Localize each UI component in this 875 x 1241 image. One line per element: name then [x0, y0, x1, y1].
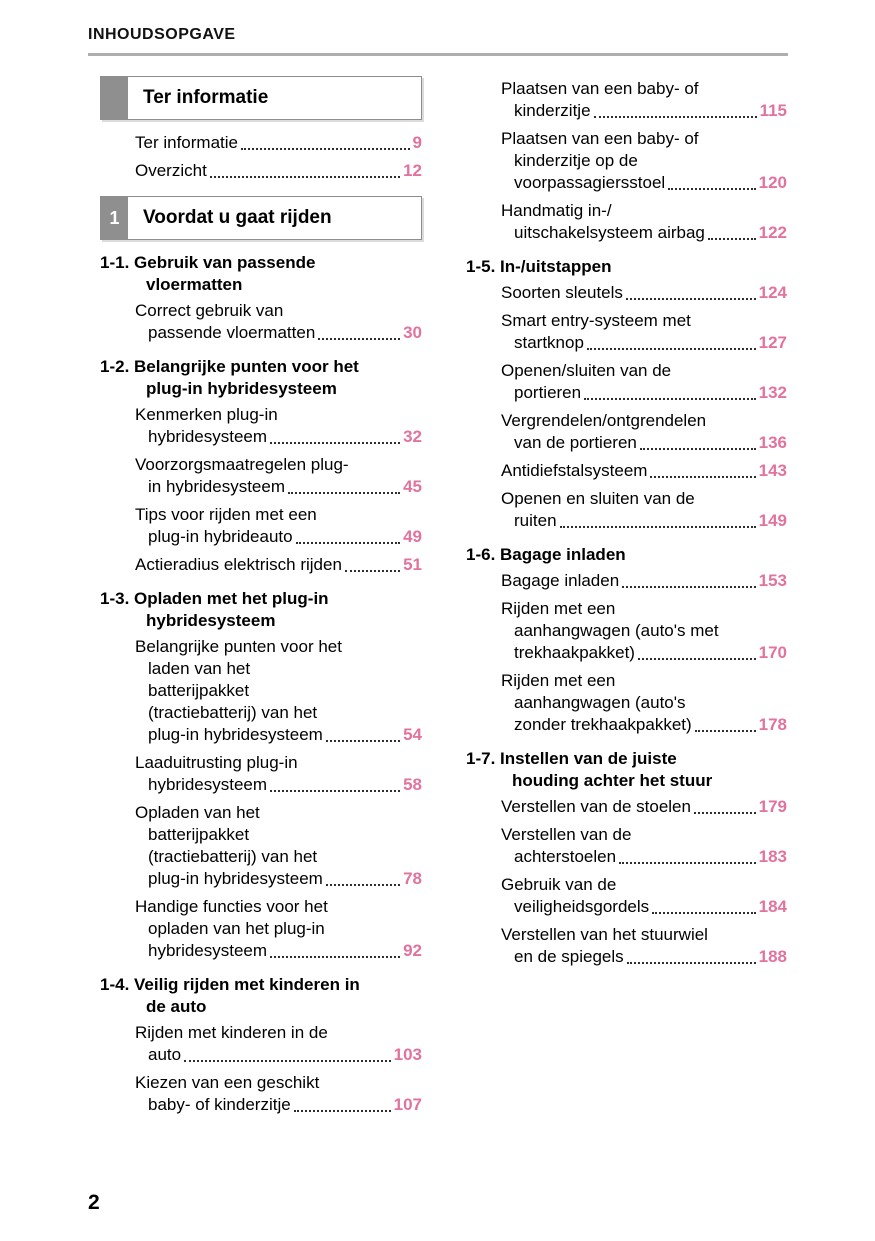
- entry-line: Gebruik van de: [501, 875, 617, 894]
- entry-line: Openen/sluiten van de: [501, 361, 672, 380]
- dot-leader: [695, 730, 756, 732]
- entry-line: aanhangwagen (auto's: [514, 693, 686, 712]
- toc-entry: [100, 454, 422, 498]
- entry-text: trekhaakpakket): [514, 643, 635, 662]
- dot-leader: [626, 298, 756, 300]
- dot-leader: [638, 658, 756, 660]
- entry-page-number: 132: [758, 383, 787, 402]
- entry-text: van de portieren: [514, 433, 637, 452]
- dot-leader: [326, 740, 400, 742]
- dot-leader: [652, 912, 755, 914]
- entry-page-number: 32: [403, 427, 422, 446]
- entry-text: Actieradius elektrisch rijden: [135, 555, 342, 574]
- toc-entry: [466, 924, 787, 968]
- entry-line: [135, 160, 422, 182]
- entry-text: Overzicht: [135, 161, 207, 180]
- toc-section-heading: [466, 544, 787, 566]
- dot-leader: [650, 476, 755, 478]
- entry-page-number: 183: [758, 847, 787, 866]
- entry-text: startknop: [514, 333, 584, 352]
- toc-entry: [100, 554, 422, 576]
- dot-leader: [619, 862, 756, 864]
- toc-entry: [466, 824, 787, 868]
- entry-text: plug-in hybrideauto: [148, 527, 293, 546]
- entry-line: Vergrendelen/ontgrendelen: [501, 411, 707, 430]
- entry-page-number: 184: [758, 897, 787, 916]
- entry-text: hybridesysteem: [148, 427, 268, 446]
- entry-line: Verstellen van het stuurwiel: [501, 925, 708, 944]
- entry-line: [501, 796, 787, 818]
- entry-line: batterijpakket: [148, 681, 250, 700]
- entry-line: Belangrijke punten voor het: [135, 637, 342, 656]
- toc-right-column: [466, 76, 787, 1122]
- entry-line: opladen van het plug-in: [148, 919, 325, 938]
- entry-page-number: 92: [403, 941, 422, 960]
- dot-leader: [241, 148, 410, 150]
- dot-leader: [288, 492, 400, 494]
- entry-line: Plaatsen van een baby- of: [501, 79, 699, 98]
- dot-leader: [622, 586, 755, 588]
- dot-leader: [210, 176, 400, 178]
- entry-text: ruiten: [514, 511, 557, 530]
- entry-page-number: 54: [403, 725, 422, 744]
- entry-page-number: 107: [393, 1095, 422, 1114]
- dot-leader: [594, 116, 757, 118]
- entry-line: Smart entry-systeem met: [501, 311, 691, 330]
- toc-entry: [466, 874, 787, 918]
- entry-text: achterstoelen: [514, 847, 617, 866]
- entry-text: en de spiegels: [514, 947, 624, 966]
- dot-leader: [294, 1110, 391, 1112]
- toc-entry: [100, 132, 422, 154]
- entry-line: (tractiebatterij) van het: [148, 703, 318, 722]
- entry-page-number: 136: [758, 433, 787, 452]
- heading-line: 1-1. Gebruik van passende: [100, 253, 316, 272]
- entry-page-number: 78: [403, 869, 422, 888]
- heading-line: 1-3. Opladen met het plug-in: [100, 589, 329, 608]
- dot-leader: [668, 188, 755, 190]
- entry-page-number: 103: [393, 1045, 422, 1064]
- toc-entry: [100, 1072, 422, 1116]
- page-header: [0, 0, 875, 56]
- toc-entry: [466, 570, 787, 592]
- entry-page-number: 115: [759, 101, 787, 120]
- dot-leader: [326, 884, 400, 886]
- entry-text: Soorten sleutels: [501, 283, 623, 302]
- dot-leader: [270, 442, 400, 444]
- dot-leader: [694, 812, 756, 814]
- section-number-badge: 1: [101, 197, 128, 239]
- entry-line: [135, 1094, 422, 1116]
- heading-line: plug-in hybridesysteem: [146, 379, 337, 398]
- entry-line: Kiezen van een geschikt: [135, 1073, 320, 1092]
- entry-line: [501, 460, 787, 482]
- entry-text: hybridesysteem: [148, 941, 268, 960]
- entry-line: [501, 642, 787, 664]
- entry-line: [501, 846, 787, 868]
- toc-section-heading: [100, 588, 422, 632]
- entry-line: Handmatig in-/: [501, 201, 612, 220]
- toc-entry: [100, 636, 422, 746]
- toc-entry: [466, 282, 787, 304]
- toc-entry: [466, 670, 787, 736]
- section-title: Ter informatie: [143, 87, 269, 108]
- entry-page-number: 188: [758, 947, 787, 966]
- entry-line: Laaduitrusting plug-in: [135, 753, 298, 772]
- entry-text: passende vloermatten: [148, 323, 316, 342]
- entry-line: [135, 554, 422, 576]
- dot-leader: [584, 398, 756, 400]
- entry-line: Openen en sluiten van de: [501, 489, 695, 508]
- entry-line: [135, 774, 422, 796]
- entry-line: Plaatsen van een baby- of: [501, 129, 699, 148]
- entry-text: plug-in hybridesysteem: [148, 725, 323, 744]
- entry-line: [135, 868, 422, 890]
- toc-entry: [466, 310, 787, 354]
- entry-text: in hybridesysteem: [148, 477, 286, 496]
- toc-entry: [100, 404, 422, 448]
- toc-section-heading: [100, 974, 422, 1018]
- entry-line: Verstellen van de: [501, 825, 632, 844]
- entry-page-number: 178: [758, 715, 787, 734]
- entry-line: [501, 510, 787, 532]
- entry-line: Voorzorgsmaatregelen plug-: [135, 455, 349, 474]
- entry-page-number: 170: [758, 643, 787, 662]
- toc-entry: [466, 360, 787, 404]
- toc-entry: [466, 488, 787, 532]
- entry-line: Rijden met een: [501, 599, 616, 618]
- heading-line: 1-4. Veilig rijden met kinderen in: [100, 975, 360, 994]
- entry-line: [135, 940, 422, 962]
- toc-section-heading: [100, 356, 422, 400]
- entry-text: Verstellen van de stoelen: [501, 797, 691, 816]
- entry-line: Correct gebruik van: [135, 301, 284, 320]
- toc-entry: [100, 160, 422, 182]
- entry-text: voorpassagiersstoel: [514, 173, 666, 192]
- entry-line: batterijpakket: [148, 825, 250, 844]
- toc-section-heading: [466, 748, 787, 792]
- entry-text: Antidiefstalsysteem: [501, 461, 648, 480]
- entry-line: [501, 432, 787, 454]
- entry-line: [135, 476, 422, 498]
- entry-page-number: 58: [403, 775, 422, 794]
- dot-leader: [587, 348, 756, 350]
- entry-line: Kenmerken plug-in: [135, 405, 278, 424]
- page-header-title: INHOUDSOPGAVE: [88, 26, 236, 43]
- toc-entry: [466, 460, 787, 482]
- dot-leader: [270, 956, 400, 958]
- entry-page-number: 30: [403, 323, 422, 342]
- table-of-contents: [0, 56, 875, 1122]
- entry-text: portieren: [514, 383, 582, 402]
- entry-line: kinderzitje op de: [514, 151, 638, 170]
- entry-line: [501, 714, 787, 736]
- entry-line: [501, 946, 787, 968]
- toc-section-heading: [466, 256, 787, 278]
- entry-line: [501, 100, 787, 122]
- entry-text: plug-in hybridesysteem: [148, 869, 323, 888]
- entry-line: [135, 724, 422, 746]
- entry-page-number: 179: [758, 797, 787, 816]
- dot-leader: [560, 526, 756, 528]
- entry-line: Handige functies voor het: [135, 897, 328, 916]
- dot-leader: [270, 790, 400, 792]
- entry-text: zonder trekhaakpakket): [514, 715, 692, 734]
- entry-line: [135, 132, 422, 154]
- entry-line: [135, 426, 422, 448]
- section-title: Voordat u gaat rijden: [143, 207, 332, 228]
- entry-text: baby- of kinderzitje: [148, 1095, 291, 1114]
- entry-line: [135, 1044, 422, 1066]
- entry-text: Ter informatie: [135, 133, 238, 152]
- entry-page-number: 153: [758, 571, 787, 590]
- entry-line: aanhangwagen (auto's met: [514, 621, 719, 640]
- dot-leader: [296, 542, 400, 544]
- heading-line: hybridesysteem: [146, 611, 276, 630]
- entry-line: [501, 222, 787, 244]
- heading-line: 1-7. Instellen van de juiste: [466, 749, 677, 768]
- entry-page-number: 143: [758, 461, 787, 480]
- entry-text: auto: [148, 1045, 182, 1064]
- heading-line: 1-5. In-/uitstappen: [466, 257, 612, 276]
- heading-line: de auto: [146, 997, 207, 1016]
- entry-line: [501, 172, 787, 194]
- dot-leader: [708, 238, 756, 240]
- entry-text: hybridesysteem: [148, 775, 268, 794]
- toc-entry: [466, 78, 787, 122]
- entry-page-number: 124: [758, 283, 787, 302]
- toc-entry: [100, 802, 422, 890]
- dot-leader: [184, 1060, 391, 1062]
- section-number-badge: [101, 77, 128, 119]
- entry-page-number: 122: [758, 223, 787, 242]
- section-box: [100, 76, 422, 120]
- toc-entry: [466, 410, 787, 454]
- entry-line: laden van het: [148, 659, 251, 678]
- entry-line: [501, 896, 787, 918]
- heading-line: 1-2. Belangrijke punten voor het: [100, 357, 359, 376]
- toc-section-heading: [100, 252, 422, 296]
- dot-leader: [627, 962, 756, 964]
- toc-entry: [100, 1022, 422, 1066]
- entry-line: [135, 322, 422, 344]
- heading-line: vloermatten: [146, 275, 243, 294]
- entry-line: Tips voor rijden met een: [135, 505, 317, 524]
- footer-page-number: 2: [88, 1191, 100, 1214]
- toc-entry: [466, 200, 787, 244]
- entry-page-number: 51: [403, 555, 422, 574]
- toc-entry: [466, 796, 787, 818]
- entry-text: kinderzitje: [514, 101, 591, 120]
- toc-left-column: [100, 76, 422, 1122]
- entry-text: uitschakelsysteem airbag: [514, 223, 705, 242]
- entry-line: Opladen van het: [135, 803, 260, 822]
- entry-page-number: 9: [412, 133, 422, 152]
- entry-line: [501, 382, 787, 404]
- entry-page-number: 45: [403, 477, 422, 496]
- entry-text: veiligheidsgordels: [514, 897, 650, 916]
- heading-line: 1-6. Bagage inladen: [466, 545, 626, 564]
- entry-line: [501, 282, 787, 304]
- entry-line: Rijden met kinderen in de: [135, 1023, 328, 1042]
- entry-line: (tractiebatterij) van het: [148, 847, 318, 866]
- toc-entry: [100, 504, 422, 548]
- heading-line: houding achter het stuur: [512, 771, 713, 790]
- entry-page-number: 149: [758, 511, 787, 530]
- toc-entry: [100, 300, 422, 344]
- entry-page-number: 49: [403, 527, 422, 546]
- entry-line: Rijden met een: [501, 671, 616, 690]
- entry-page-number: 120: [758, 173, 787, 192]
- entry-line: [501, 570, 787, 592]
- dot-leader: [318, 338, 400, 340]
- entry-page-number: 127: [758, 333, 787, 352]
- entry-text: Bagage inladen: [501, 571, 620, 590]
- entry-line: [135, 526, 422, 548]
- entry-page-number: 12: [403, 161, 422, 180]
- toc-entry: [466, 128, 787, 194]
- entry-line: [501, 332, 787, 354]
- section-box: [100, 196, 422, 240]
- toc-entry: [100, 896, 422, 962]
- toc-entry: [466, 598, 787, 664]
- dot-leader: [345, 570, 400, 572]
- dot-leader: [640, 448, 756, 450]
- toc-entry: [100, 752, 422, 796]
